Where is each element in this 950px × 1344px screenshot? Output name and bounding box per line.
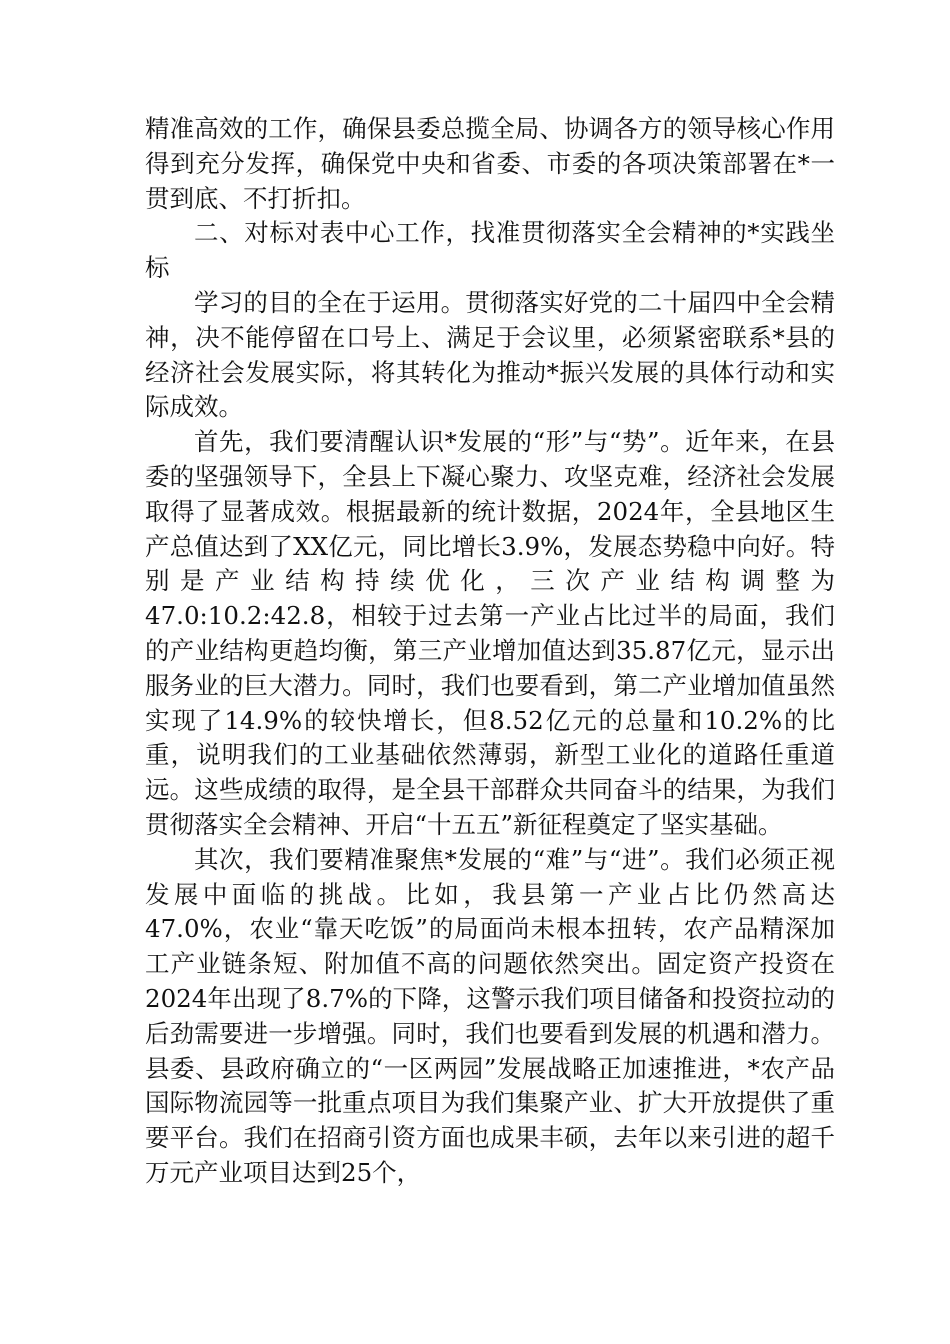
paragraph: 其次，我们要精准聚焦*发展的“难”与“进”。我们必须正视发展中面临的挑战。比如，我县第一产业占比仍然高达47.0%，农业“靠天吃饭”的局面尚未根本扭转，农产品精深加工产业链条短、附加值不高的问题依然突出。固定资产投资在2024年出现了8.7%的下降，这警示我们项目储备和投资拉动的后劲需要进一步增强。同时，我们也要看到发展的机遇和潜力。县委、县政府确立的“一区两园”发展战略正加速推进，*农产品国际物流园等一批重点项目为我们集聚产业、扩大开放提供了重要平台。我们在招商引资方面也成果丰硕，去年以来引进的超千万元产业项目达到25个， — [145, 844, 835, 1187]
document-body — [145, 112, 835, 1191]
paragraph: 精准高效的工作，确保县委总揽全局、协调各方的领导核心作用得到充分发挥，确保党中央和省委、市委的各项决策部署在*一贯到底、不打折扣。 — [145, 114, 835, 213]
paragraph: 学习的目的全在于运用。贯彻落实好党的二十届四中全会精神，决不能停留在口号上、满足于会议里，必须紧密联系*县的经济社会发展实际，将其转化为推动*振兴发展的具体行动和实际成效。 — [145, 287, 835, 422]
paragraph: 首先，我们要清醒认识*发展的“形”与“势”。近年来，在县委的坚强领导下，全县上下凝心聚力、攻坚克难，经济社会发展取得了显著成效。根据最新的统计数据，2024年，全县地区生产总值达到了XX亿元，同比增长3.9%，发展态势稳中向好。特别是产业结构持续优化，三次产业结构调整为47.0:10.2:42.8，相较于过去第一产业占比过半的局面，我们的产业结构更趋均衡，第三产业增加值达到35.87亿元，显示出服务业的巨大潜力。同时，我们也要看到，第二产业增加值虽然实现了14.9%的较快增长，但8.52亿元的总量和10.2%的比重，说明我们的工业基础依然薄弱，新型工业化的道路任重道远。这些成绩的取得，是全县干部群众共同奋斗的结果，为我们贯彻落实全会精神、开启“十五五”新征程奠定了坚实基础。 — [145, 427, 835, 839]
section-heading: 二、对标对表中心工作，找准贯彻落实全会精神的*实践坐标 — [145, 218, 835, 283]
